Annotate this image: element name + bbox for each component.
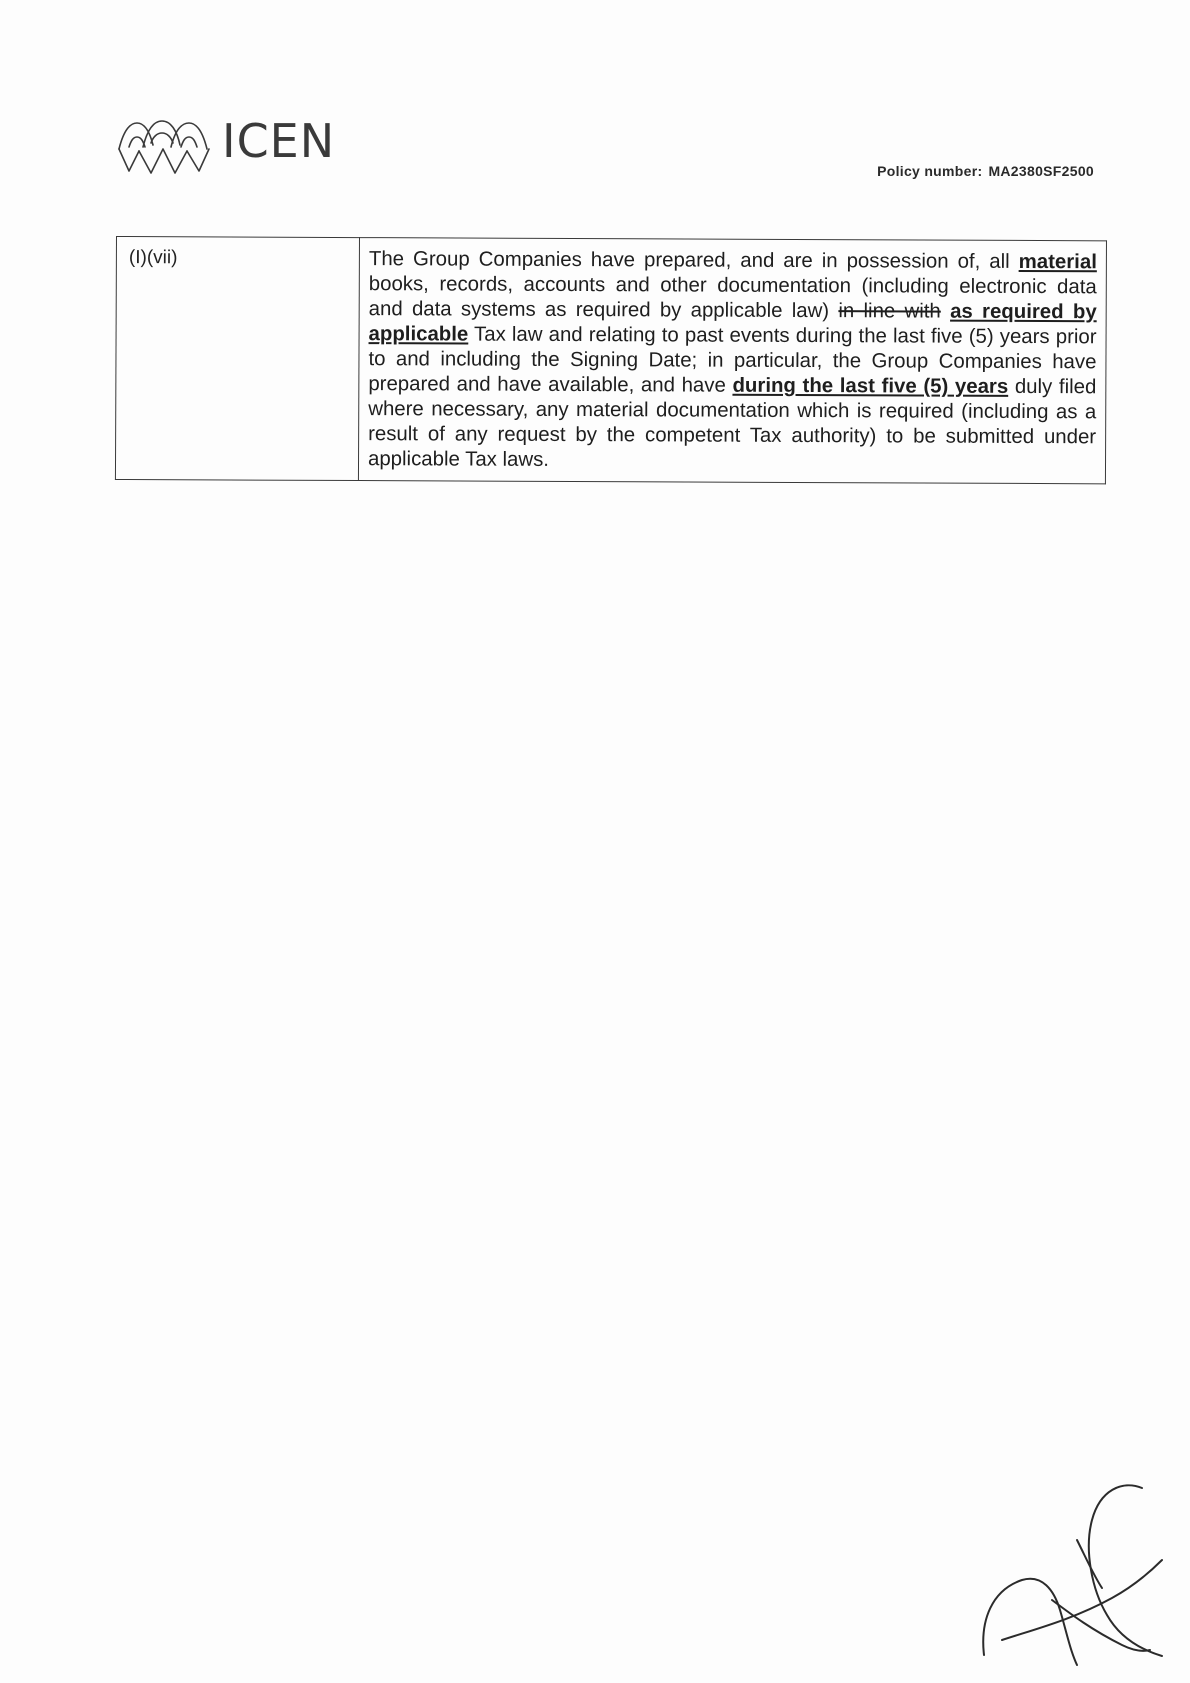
clause-text-segment: Tax law and relating to past events during the last five (5) years prior to and including the Signing Date; in particular, the Group Companies have prepared and have available, and have [368, 323, 1097, 397]
inserted-text: as required by applicable [368, 300, 1097, 346]
inserted-text: during the last five (5) years [732, 374, 1009, 398]
clause-text [358, 238, 1106, 484]
company-logo [115, 108, 335, 180]
logo-wordmark: ICEN [222, 114, 336, 168]
deleted-text: in line with [838, 300, 941, 323]
clause-text-segment: books, records, accounts and other documentation (including electronic data and data systems as required by applicable law) [368, 273, 1097, 323]
clause-table [115, 236, 1107, 484]
policy-number-label: Policy number: [877, 163, 983, 179]
icen-arches-logo-icon [115, 113, 213, 177]
clause-text-segment: duly filed where necessary, any material documentation which is required (including as a result of any request by the competent Tax authority) to be submitted under applicable Tax laws. [367, 375, 1097, 471]
clause-text-segment: The Group Companies have prepared, and are in possession of, all [368, 248, 1019, 273]
inserted-text: material [1018, 250, 1097, 274]
policy-number-line [877, 163, 1094, 179]
handwritten-initials-signature-icon [982, 1480, 1172, 1675]
clause-reference: (I)(vii) [115, 237, 359, 481]
policy-number-value: MA2380SF2500 [988, 163, 1094, 179]
table-row [115, 237, 1106, 484]
